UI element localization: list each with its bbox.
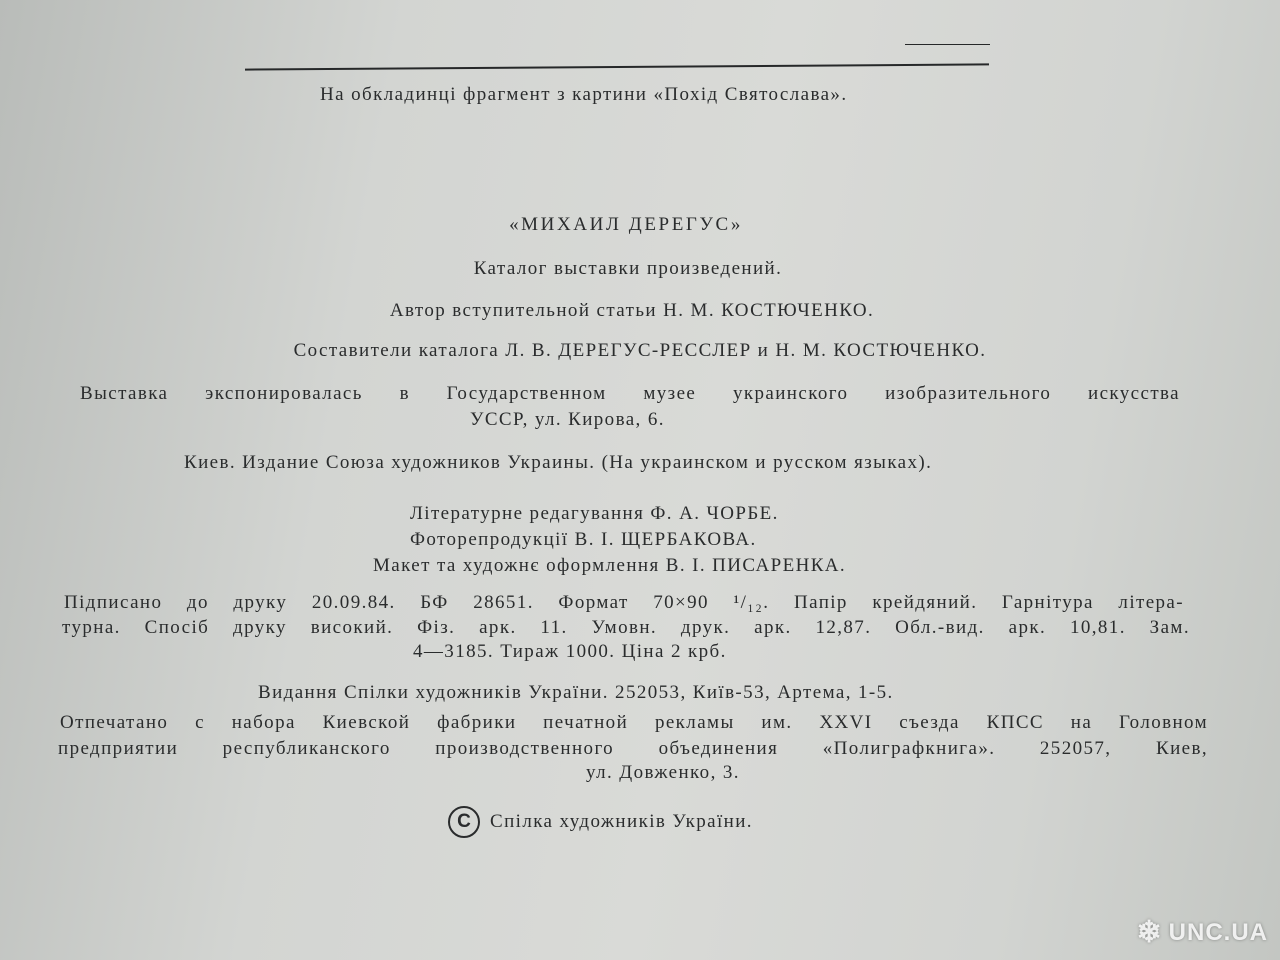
credit-editing: Літературне редагування Ф. А. ЧОРБЕ. xyxy=(410,503,779,524)
print-info-line-3: 4—3185. Тираж 1000. Ціна 2 крб. xyxy=(413,641,727,662)
watermark-text: UNC.UA xyxy=(1168,918,1268,946)
credit-layout: Макет та художнє оформлення В. І. ПИСАРЕНКА. xyxy=(373,555,847,576)
printer-line-2: предприятии республиканского производственного объединения «Полиграфкнига». 252057, Киев, xyxy=(58,738,1208,759)
publisher-ru: Киев. Издание Союза художников Украины. (На украинском и русском языках). xyxy=(184,452,933,473)
copyright xyxy=(448,806,753,838)
print-info-line-1: Підписано до друку 20.09.84. БФ 28651. Формат 70×90 ¹/₁₂. Папір крейдяний. Гарнітура літера- xyxy=(64,592,1184,613)
publisher-ua: Видання Спілки художників України. 252053, Київ-53, Артема, 1-5. xyxy=(258,682,894,703)
printer-line-1: Отпечатано с набора Киевской фабрики печатной рекламы им. XXVI съезда КПСС на Головном xyxy=(60,712,1208,733)
cover-note: На обкладинці фрагмент з картини «Похід Святослава». xyxy=(320,84,848,105)
print-info-line-2: турна. Спосіб друку високий. Фіз. арк. 11. Умовн. друк. арк. 12,87. Обл.-вид. арк. 10,81. Зам. xyxy=(62,617,1190,638)
exhibition-line-1: Выставка экспонировалась в Государственном музее украинского изобразительного искусства xyxy=(80,383,1180,404)
author-line: Автор вступительной статьи Н. М. КОСТЮЧЕНКО. xyxy=(389,300,875,321)
catalog-subtitle: Каталог выставки произведений. xyxy=(473,258,783,279)
copyright-holder: Спілка художників України. xyxy=(490,811,753,832)
book-title: «МИХАИЛ ДЕРЕГУС» xyxy=(509,214,743,235)
top-rule-short xyxy=(905,44,990,45)
exhibition-line-2: УССР, ул. Кирова, 6. xyxy=(470,409,665,430)
top-rule xyxy=(245,63,989,70)
copyright-icon: C xyxy=(448,806,480,838)
watermark xyxy=(1137,915,1268,950)
snowflake-icon: ❄ xyxy=(1136,916,1163,949)
credit-photos: Фоторепродукції В. І. ЩЕРБАКОВА. xyxy=(410,529,757,550)
compilers-line: Составители каталога Л. В. ДЕРЕГУС-РЕССЛЕР и Н. М. КОСТЮЧЕНКО. xyxy=(293,340,987,361)
printer-line-3: ул. Довженко, 3. xyxy=(586,762,740,783)
